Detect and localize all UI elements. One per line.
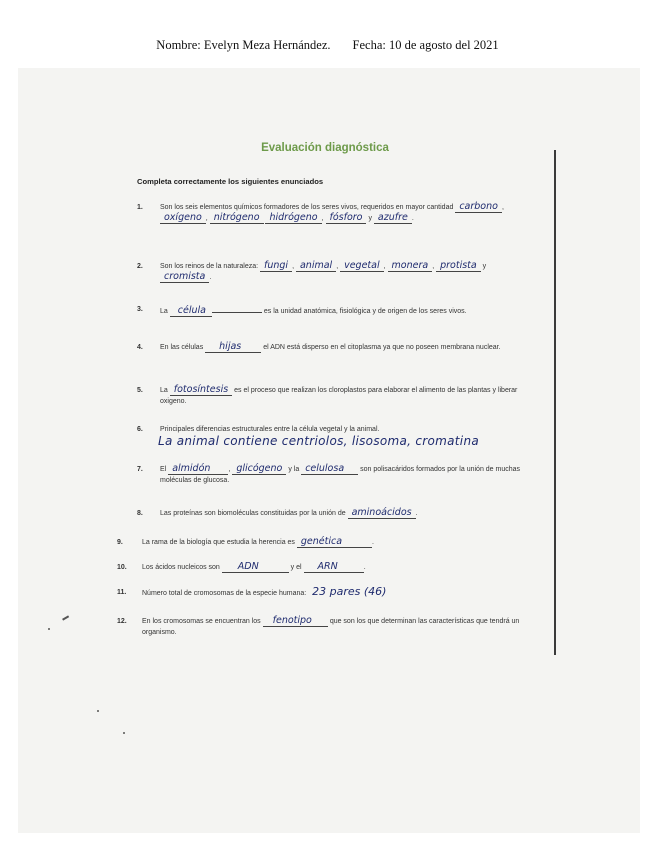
question-6-answer-line <box>158 436 538 449</box>
question-12: En los cromosomas se encuentran los fenotipo que son los que determinan las características que tendrá un organismo. <box>142 615 520 636</box>
question-number: 8. <box>137 510 143 517</box>
answer: cromista <box>160 272 209 283</box>
worksheet-title: Evaluación diagnóstica <box>261 142 389 154</box>
answer: vegetal <box>340 261 384 272</box>
question-5: La fotosíntesis es el proceso que realizan los cloroplastos para elaborar el alimento de las plantas y liberar oxigeno. <box>160 384 518 405</box>
answer: ARN <box>304 562 364 573</box>
question-number: 3. <box>137 306 143 313</box>
answer: fotosíntesis <box>170 385 232 396</box>
question-number: 9. <box>117 539 123 546</box>
answer: protista <box>436 261 481 272</box>
answer: monera <box>388 261 433 272</box>
stray-mark <box>97 710 99 712</box>
answer: aminoácidos <box>348 508 416 519</box>
answer: nitrógeno <box>210 213 264 224</box>
question-number: 10. <box>117 564 127 571</box>
question-6: Principales diferencias estructurales entre la célula vegetal y la animal. <box>160 426 380 433</box>
question-2: Son los reinos de la naturaleza: fungi , animal , vegetal , monera , protista y cromista . <box>160 260 487 282</box>
answer: fenotipo <box>263 616 328 627</box>
answer: hidrógeno <box>265 213 321 224</box>
answer: azufre <box>374 213 412 224</box>
question-number: 4. <box>137 344 143 351</box>
answer: ADN <box>222 562 289 573</box>
answer: celulosa <box>301 464 358 475</box>
question-number: 12. <box>117 618 127 625</box>
answer: 23 pares (46) <box>312 585 387 598</box>
worksheet-instruction: Completa correctamente los siguientes enunciados <box>137 177 324 186</box>
answer: animal <box>296 261 336 272</box>
question-number: 2. <box>137 263 143 270</box>
question-7: El almidón , glicógeno y la celulosa son polisacáridos formados por la unión de muchas moléculas de glucosa. <box>160 463 521 484</box>
answer: La animal contiene centriolos, lisosoma, cromatina <box>158 434 480 448</box>
answer: genética <box>297 537 372 548</box>
question-number: 6. <box>137 426 143 433</box>
answer: oxígeno <box>160 213 206 224</box>
question-number: 5. <box>137 387 143 394</box>
question-4: En las células hijas el ADN está disperso en el citoplasma ya que no poseen membrana nuclear. <box>160 341 501 352</box>
answer: célula <box>170 306 212 317</box>
right-margin-line <box>554 150 556 655</box>
answer: fungi <box>260 261 292 272</box>
answer: carbono <box>455 202 502 213</box>
question-9: La rama de la biología que estudia la herencia es genética . <box>142 536 374 547</box>
document-date: Fecha: 10 de agosto del 2021 <box>352 38 499 52</box>
question-1: Son los seis elementos químicos formadores de los seres vivos, requeridos en mayor cantidad carbono , oxígeno , nitrógeno hidrógeno , fósforo y azufre . <box>160 201 504 223</box>
question-number: 1. <box>137 204 143 211</box>
answer: hijas <box>205 342 261 353</box>
answer: almidón <box>168 464 228 475</box>
answer: fósforo <box>326 213 367 224</box>
document-header <box>0 38 655 53</box>
stray-mark <box>123 732 125 734</box>
question-number: 11. <box>117 589 127 596</box>
question-3: La célula es la unidad anatómica, fisiológica y de origen de los seres vivos. <box>160 305 467 316</box>
answer: glicógeno <box>232 464 286 475</box>
question-11: Número total de cromosomas de la especie humana: 23 pares (46) <box>142 587 508 599</box>
stray-mark <box>48 628 50 630</box>
question-10: Los ácidos nucleicos son ADN y el ARN . <box>142 561 366 572</box>
question-8: Las proteínas son biomoléculas constituidas por la unión de aminoácidos . <box>160 507 418 518</box>
student-name: Nombre: Evelyn Meza Hernández. <box>156 38 331 52</box>
scanned-worksheet <box>18 68 640 833</box>
question-number: 7. <box>137 466 143 473</box>
